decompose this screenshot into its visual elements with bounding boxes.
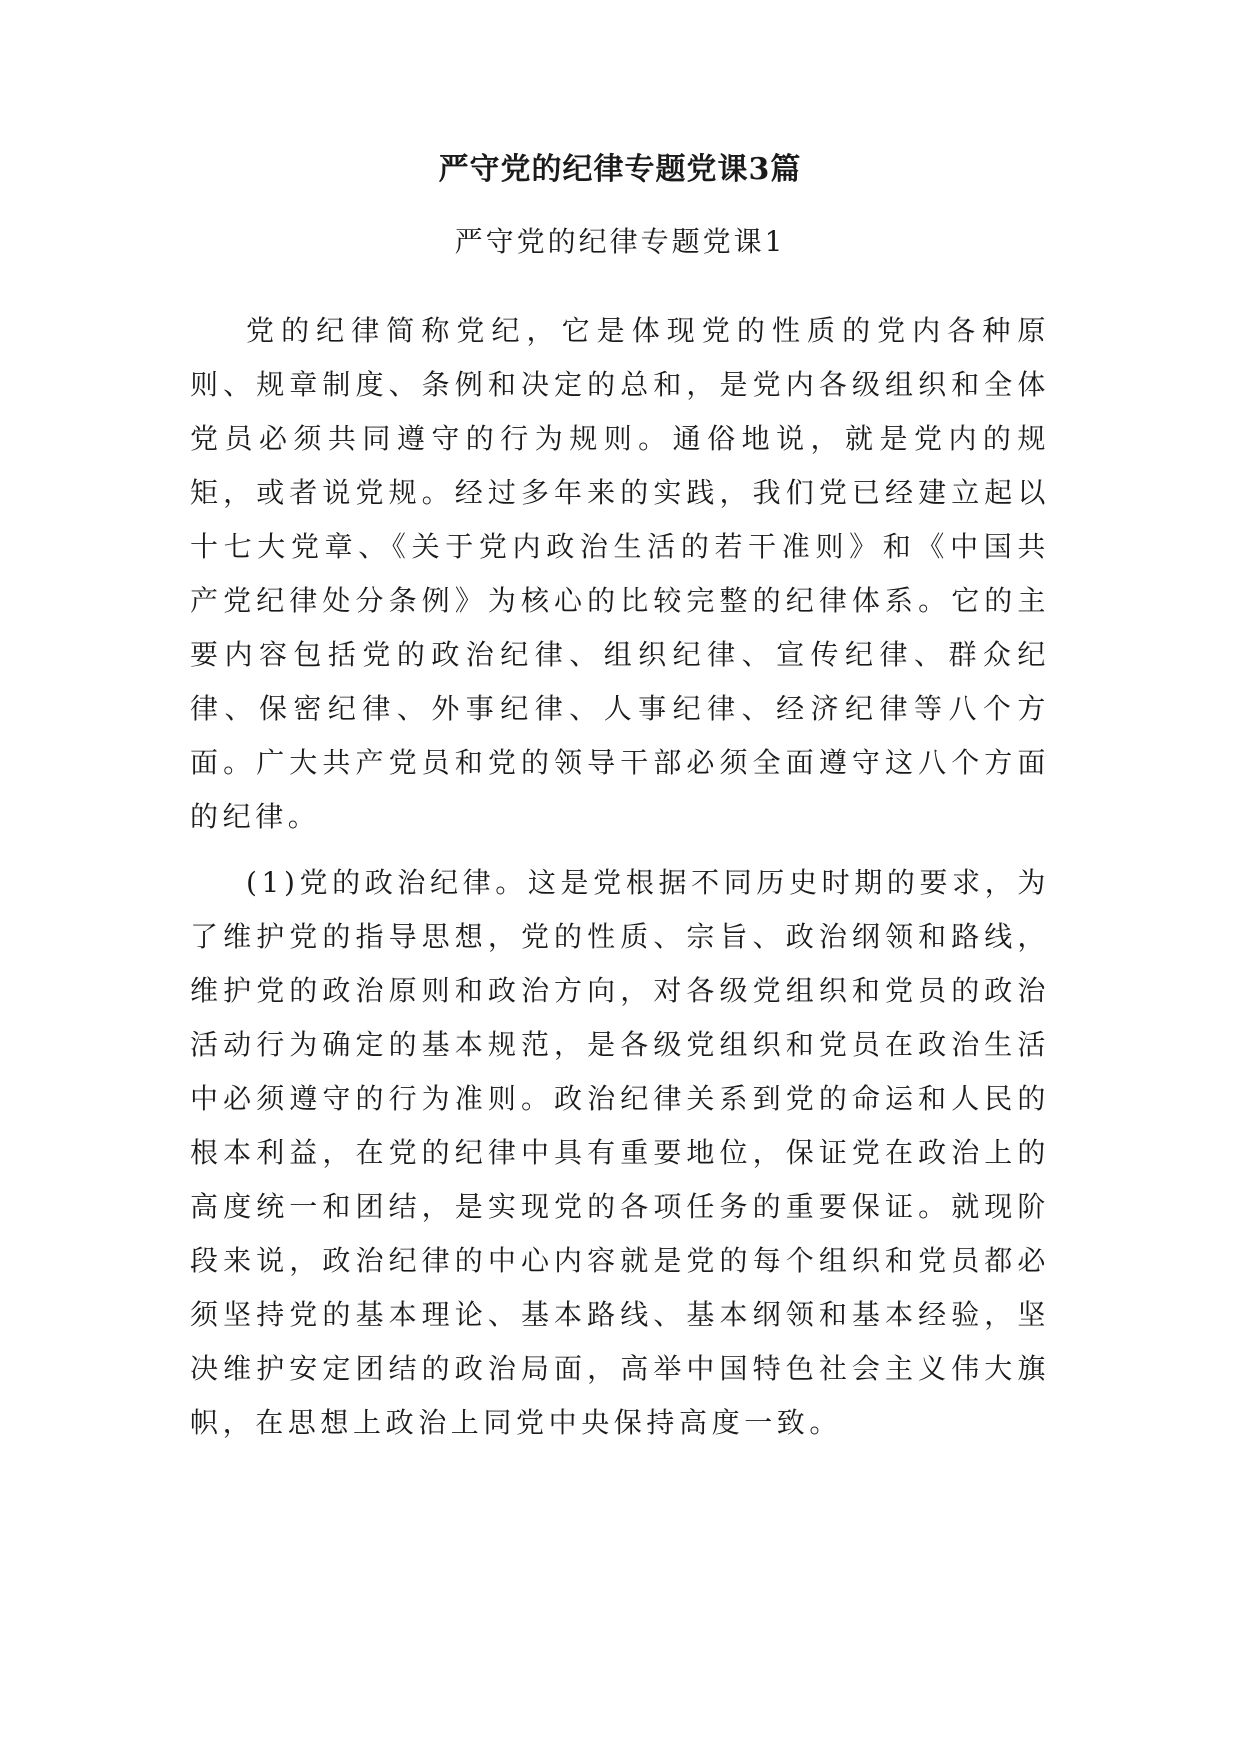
document-title: 严守党的纪律专题党课3篇 xyxy=(438,152,802,187)
section-title: 严守党的纪律专题党课1 xyxy=(454,225,786,258)
document-body xyxy=(190,304,1050,1450)
paragraph-intro: 党的纪律简称党纪，它是体现党的性质的党内各种原则、规章制度、条例和决定的总和，是党内各级组织和全体党员必须共同遵守的行为规则。通俗地说，就是党内的规矩，或者说党规。经过多年来的实践，我们党已经建立起以十七大党章、《关于党内政治生活的若干准则》和《中国共产党纪律处分条例》为核心的比较完整的纪律体系。它的主要内容包括党的政治纪律、组织纪律、宣传纪律、群众纪律、保密纪律、外事纪律、人事纪律、经济纪律等八个方面。广大共产党员和党的领导干部必须全面遵守这八个方面的纪律。 xyxy=(190,314,1050,833)
paragraph-political-discipline: (1)党的政治纪律。这是党根据不同历史时期的要求，为了维护党的指导思想，党的性质、宗旨、政治纲领和路线，维护党的政治原则和政治方向，对各级党组织和党员的政治活动行为确定的基本规范，是各级党组织和党员在政治生活中必须遵守的行为准则。政治纪律关系到党的命运和人民的根本利益，在党的纪律中具有重要地位，保证党在政治上的高度统一和团结，是实现党的各项任务的重要保证。就现阶段来说，政治纪律的中心内容就是党的每个组织和党员都必须坚持党的基本理论、基本路线、基本纲领和基本经验，坚决维护安定团结的政治局面，高举中国特色社会主义伟大旗帜，在思想上政治上同党中央保持高度一致。 xyxy=(190,866,1050,1439)
